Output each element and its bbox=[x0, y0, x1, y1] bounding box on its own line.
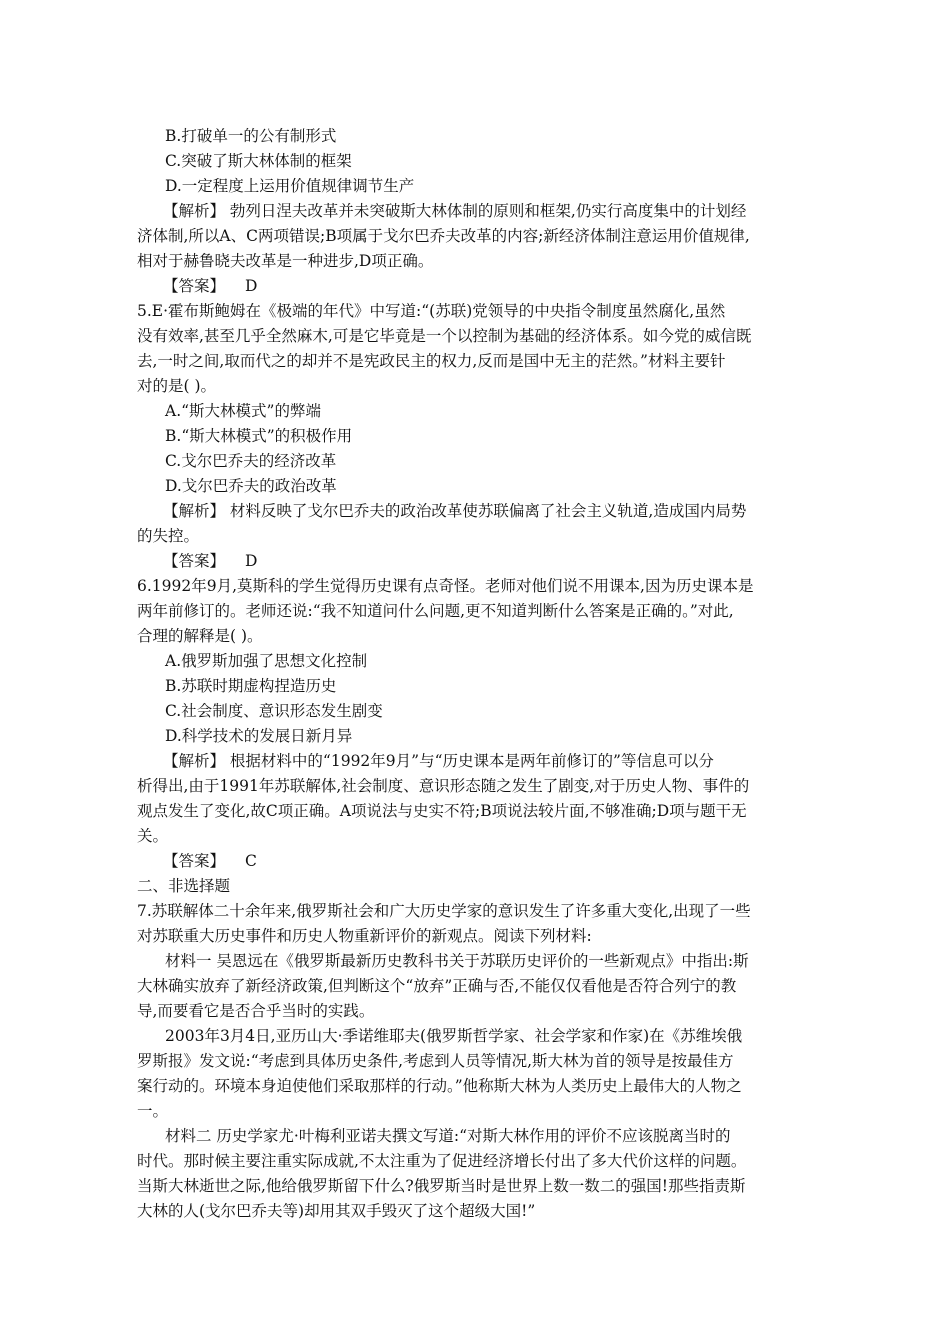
question-text: 对的是( )。 bbox=[137, 377, 217, 395]
option-c-text: C.社会制度、意识形态发生剧变 bbox=[165, 702, 383, 720]
material-text: 一。 bbox=[137, 1102, 169, 1120]
option-d-text: D.一定程度上运用价值规律调节生产 bbox=[165, 177, 415, 195]
analysis-text: 【解析】 勃列日涅夫改革并未突破斯大林体制的原则和框架,仍实行高度集中的计划经 bbox=[163, 202, 747, 220]
question-text: 7.苏联解体二十余年来,俄罗斯社会和广大历史学家的意识发生了许多重大变化,出现了一些 bbox=[137, 902, 751, 920]
question-text: 合理的解释是( )。 bbox=[137, 627, 263, 645]
material-text: 导,而要看它是否合乎当时的实践。 bbox=[137, 1002, 375, 1020]
option-d-text: D.戈尔巴乔夫的政治改革 bbox=[165, 477, 337, 495]
analysis-text: 的失控。 bbox=[137, 527, 200, 545]
analysis-text: 济体制,所以A、C两项错误;B项属于戈尔巴乔夫改革的内容;新经济体制注意运用价值规律, bbox=[137, 227, 750, 245]
option-a-text: A.俄罗斯加强了思想文化控制 bbox=[165, 652, 368, 670]
option-c-text: C.突破了斯大林体制的框架 bbox=[165, 152, 352, 170]
option-b-text: B.“斯大林模式”的积极作用 bbox=[165, 427, 353, 445]
material-text: 罗斯报》发文说:“考虑到具体历史条件,考虑到人员等情况,斯大林为首的领导是按最佳方 bbox=[137, 1052, 734, 1070]
material-text: 当斯大林逝世之际,他给俄罗斯留下什么?俄罗斯当时是世界上数一数二的强国!那些指责斯 bbox=[137, 1177, 746, 1195]
material-text: 大林的人(戈尔巴乔夫等)却用其双手毁灭了这个超级大国!” bbox=[137, 1202, 536, 1220]
question-text: 两年前修订的。老师还说:“我不知道问什么问题,更不知道判断什么答案是正确的。”对此, bbox=[137, 602, 734, 620]
analysis-text: 观点发生了变化,故C项正确。A项说法与史实不符;B项说法较片面,不够准确;D项与题干无 bbox=[137, 802, 747, 820]
option-b-text: B.打破单一的公有制形式 bbox=[165, 127, 337, 145]
answer-line bbox=[163, 849, 257, 873]
question-text: 去,一时之间,取而代之的却并不是宪政民主的权力,反而是国中无主的茫然。”材料主要针 bbox=[137, 352, 726, 370]
question-text: 对苏联重大历史事件和历史人物重新评价的新观点。阅读下列材料: bbox=[137, 927, 592, 945]
option-d-text: D.科学技术的发展日新月异 bbox=[165, 727, 353, 745]
option-c-text: C.戈尔巴乔夫的经济改革 bbox=[165, 452, 337, 470]
material-text: 2003年3月4日,亚历山大·季诺维耶夫(俄罗斯哲学家、社会学家和作家)在《苏维埃俄 bbox=[165, 1027, 743, 1045]
analysis-text: 【解析】 材料反映了戈尔巴乔夫的政治改革使苏联偏离了社会主义轨道,造成国内局势 bbox=[163, 502, 747, 520]
answer-label: 【答案】 bbox=[163, 277, 226, 295]
answer-label: 【答案】 bbox=[163, 852, 226, 870]
option-a-text: A.“斯大林模式”的弊端 bbox=[165, 402, 321, 420]
answer-line bbox=[163, 549, 257, 573]
material-text: 材料一 吴恩远在《俄罗斯最新历史教科书关于苏联历史评价的一些新观点》中指出:斯 bbox=[165, 952, 749, 970]
analysis-text: 关。 bbox=[137, 827, 169, 845]
material-text: 时代。那时候主要注重实际成就,不太注重为了促进经济增长付出了多大代价这样的问题。 bbox=[137, 1152, 747, 1170]
analysis-text: 相对于赫鲁晓夫改革是一种进步,D项正确。 bbox=[137, 252, 434, 270]
material-text: 大林确实放弃了新经济政策,但判断这个“放弃”正确与否,不能仅仅看他是否符合列宁的教 bbox=[137, 977, 737, 995]
option-b-text: B.苏联时期虚构捏造历史 bbox=[165, 677, 337, 695]
question-text: 没有效率,甚至几乎全然麻木,可是它毕竟是一个以控制为基础的经济体系。如今党的威信既 bbox=[137, 327, 752, 345]
material-text: 材料二 历史学家尤·叶梅利亚诺夫撰文写道:“对斯大林作用的评价不应该脱离当时的 bbox=[165, 1127, 731, 1145]
analysis-text: 析得出,由于1991年苏联解体,社会制度、意识形态随之发生了剧变,对于历史人物、事件的 bbox=[137, 777, 750, 795]
answer-value: D bbox=[245, 552, 258, 570]
section-heading: 二、非选择题 bbox=[137, 877, 231, 895]
question-text: 6.1992年9月,莫斯科的学生觉得历史课有点奇怪。老师对他们说不用课本,因为历史课本是 bbox=[137, 577, 754, 595]
answer-value: C bbox=[245, 852, 257, 870]
question-text: 5.E·霍布斯鲍姆在《极端的年代》中写道:“(苏联)党领导的中央指令制度虽然腐化,虽然 bbox=[137, 302, 726, 320]
answer-line bbox=[163, 274, 257, 298]
material-text: 案行动的。环境本身迫使他们采取那样的行动。”他称斯大林为人类历史上最伟大的人物之 bbox=[137, 1077, 742, 1095]
answer-label: 【答案】 bbox=[163, 552, 226, 570]
answer-value: D bbox=[245, 277, 258, 295]
analysis-text: 【解析】 根据材料中的“1992年9月”与“历史课本是两年前修订的”等信息可以分 bbox=[163, 752, 714, 770]
